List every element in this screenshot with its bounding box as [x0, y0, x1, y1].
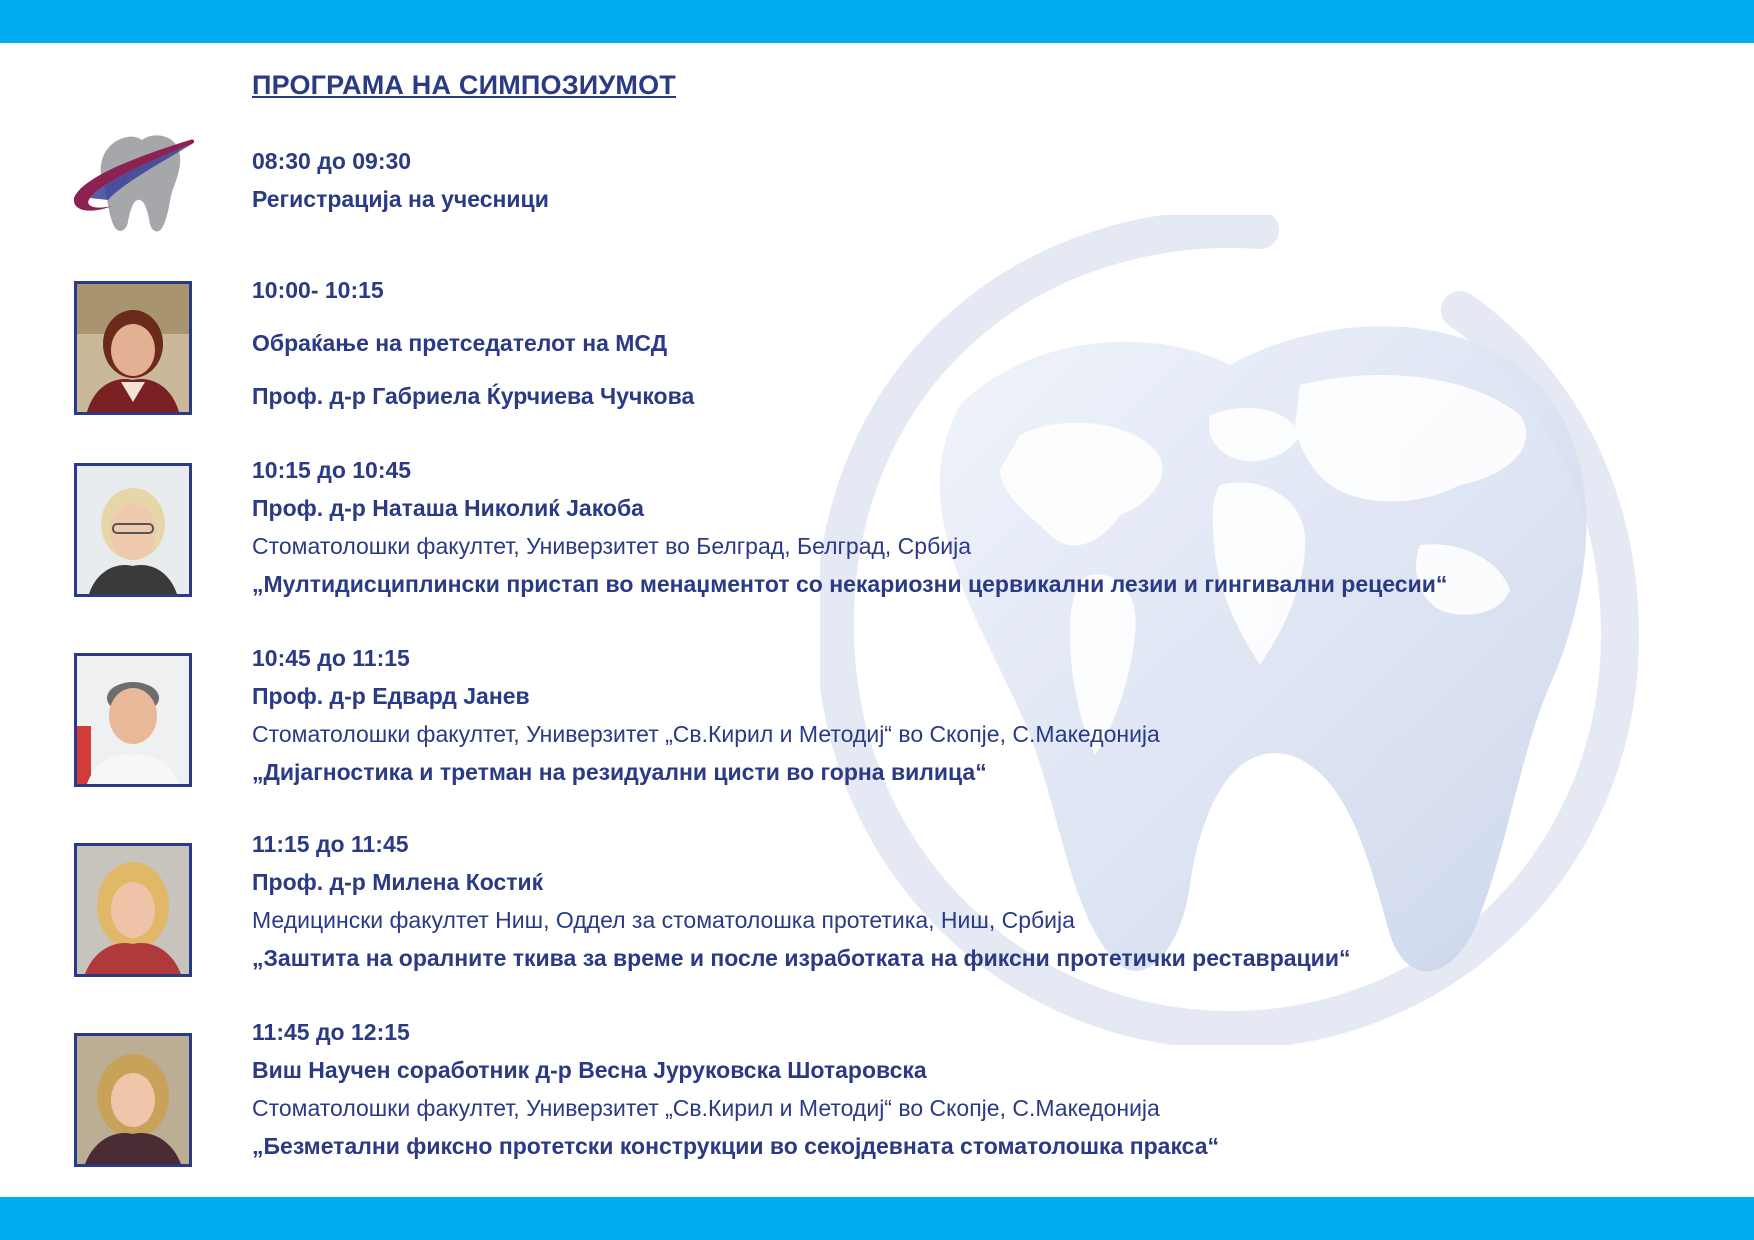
- speaker-affiliation: Стоматолошки факултет, Универзитет во Белград, Белград, Србија: [252, 533, 972, 559]
- speaker-affiliation: Медицински факултет Ниш, Оддел за стоматолошка протетика, Ниш, Србија: [252, 907, 1075, 933]
- speaker-affiliation: Стоматолошки факултет, Универзитет „Св.Кирил и Методиј“ во Скопје, С.Македонија: [252, 1095, 1160, 1121]
- session-time: 10:00- 10:15: [252, 277, 384, 303]
- session-lecture-3: [252, 831, 1350, 972]
- session-time: 10:45 до 11:15: [252, 645, 410, 671]
- session-registration: [252, 148, 549, 213]
- session-time: 08:30 до 09:30: [252, 148, 412, 174]
- speaker-photo: [74, 843, 192, 977]
- speaker-photo: [74, 281, 192, 415]
- speaker-name: Проф. д-р Наташа Николиќ Јакоба: [252, 495, 644, 521]
- speaker-name: Проф. д-р Милена Костиќ: [252, 869, 544, 895]
- session-lecture-4: [252, 1019, 1219, 1160]
- speaker-name: Проф. д-р Габриела Ќурчиева Чучкова: [252, 383, 695, 409]
- session-time: 10:15 до 10:45: [252, 457, 412, 483]
- speaker-photo: [74, 463, 192, 597]
- speaker-photo: [74, 1033, 192, 1167]
- speaker-name: Виш Научен соработник д-р Весна Јуруковска Шотаровска: [252, 1057, 927, 1083]
- top-accent-bar: [0, 0, 1754, 43]
- lecture-topic: „Заштита на оралните ткива за време и после изработката на фиксни протетички реставрации“: [252, 945, 1351, 971]
- session-lecture-1: [252, 457, 1447, 598]
- speaker-affiliation: Стоматолошки факултет, Универзитет „Св.Кирил и Методиј“ во Скопје, С.Македонија: [252, 721, 1160, 747]
- speaker-name: Проф. д-р Едвард Јанев: [252, 683, 530, 709]
- speaker-photo: [74, 653, 192, 787]
- session-lecture-2: [252, 645, 1160, 786]
- lecture-topic: „Мултидисциплински пристап во менаџментот со некариозни цервикални лезии и гингивални рецесии“: [252, 571, 1448, 597]
- session-title: Обраќање на претседателот на МСД: [252, 330, 668, 356]
- page-title: ПРОГРАМА НА СИМПОЗИУМОТ: [252, 70, 676, 100]
- lecture-topic: „Дијагностика и третман на резидуални цисти во горна вилица“: [252, 759, 987, 785]
- session-title: Регистрација на учесници: [252, 186, 549, 212]
- tooth-logo-icon: [72, 128, 197, 236]
- session-time: 11:15 до 11:45: [252, 831, 409, 857]
- bottom-accent-bar: [0, 1197, 1754, 1240]
- session-time: 11:45 до 12:15: [252, 1019, 410, 1045]
- lecture-topic: „Безметални фиксно протетски конструкции во секојдевната стоматолошка пракса“: [252, 1133, 1220, 1159]
- session-opening: [252, 277, 694, 410]
